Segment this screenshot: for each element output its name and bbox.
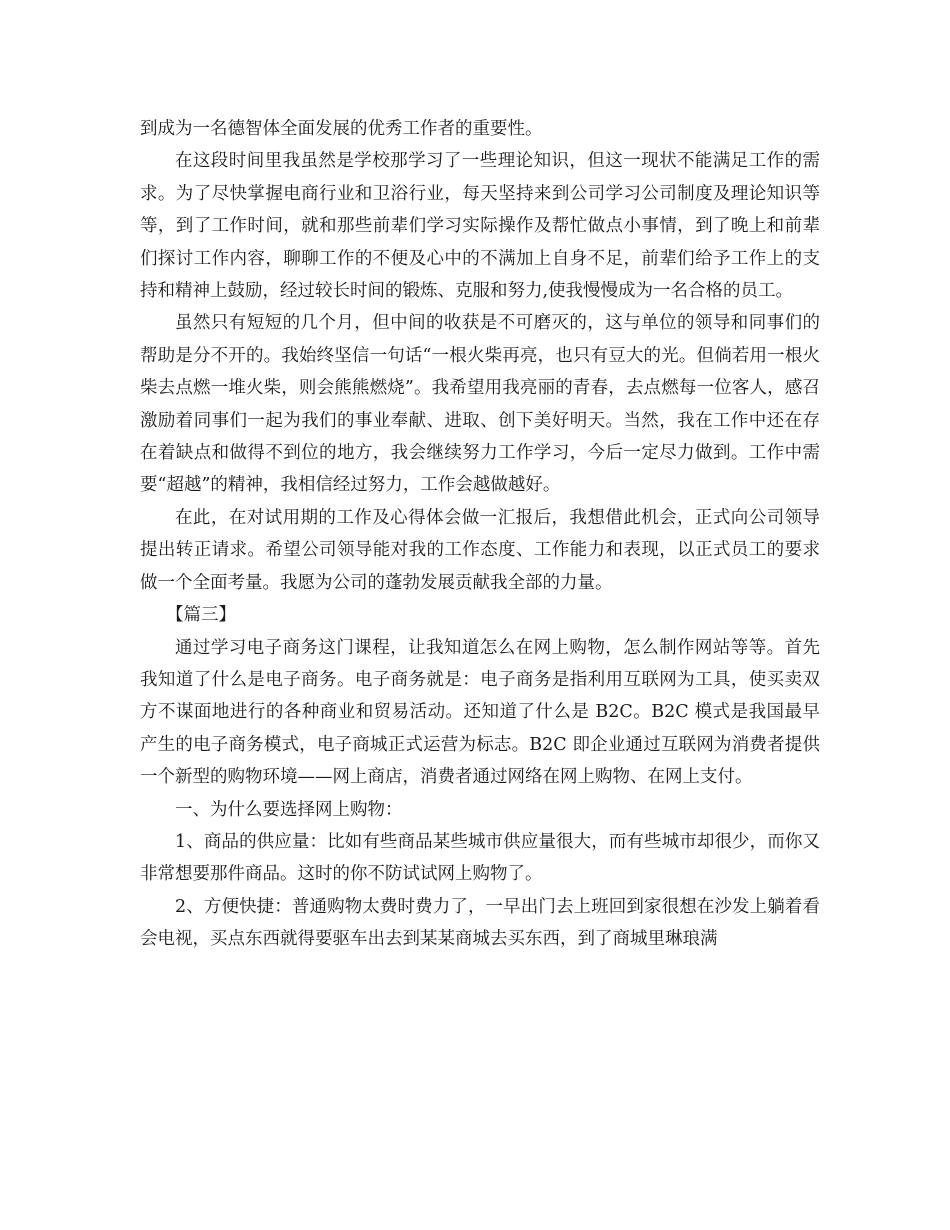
paragraph: 通过学习电子商务这门课程，让我知道怎么在网上购物，怎么制作网站等等。首先我知道了什么是电子商务。电子商务就是：电子商务是指利用互联网为工具，使买卖双方不谋面地进行的各种商业和贸易活动。还知道了什么是 B2C。B2C 模式是我国最早产生的电子商务模式，电子商城正式运营为标志。B2C 即企业通过互联网为消费者提供一个新型的购物环境——网上商店，消费者通过网络在网上购物、在网上支付。 xyxy=(140,637,820,788)
paragraph: 一、为什么要选择网上购物： xyxy=(175,799,403,820)
paragraph: 到成为一名德智体全面发展的优秀工作者的重要性。 xyxy=(140,119,543,139)
section-heading: 【篇三】 xyxy=(166,605,236,626)
paragraph: 在这段时间里我虽然是学校那学习了一些理论知识，但这一现状不能满足工作的需求。为了尽快掌握电商行业和卫浴行业，每天坚持来到公司学习公司制度及理论知识等等，到了工作时间，就和那些前辈们学习实际操作及帮忙做点小事情，到了晚上和前辈们探讨工作内容，聊聊工作的不便及心中的不满加上自身不足，前辈们给予工作上的支持和精神上鼓励，经过较长时间的锻炼、克服和努力,使我慢慢成为一名合格的员工。 xyxy=(140,151,820,302)
paragraph: 2、方便快捷：普通购物太费时费力了，一早出门去上班回到家很想在沙发上躺着看会电视，买点东西就得要驱车出去到某某商城去买东西，到了商城里琳琅满 xyxy=(140,896,820,950)
paragraph: 1、商品的供应量：比如有些商品某些城市供应量很大，而有些城市却很少，而你又非常想要那件商品。这时的你不防试试网上购物了。 xyxy=(140,831,820,885)
document-body xyxy=(140,113,820,956)
paragraph: 虽然只有短短的几个月，但中间的收获是不可磨灭的，这与单位的领导和同事们的帮助是分不开的。我始终坚信一句话“一根火柴再亮，也只有豆大的光。但倘若用一根火柴去点燃一堆火柴，则会熊熊燃烧”。我希望用我亮丽的青春，去点燃每一位客人，感召激励着同事们一起为我们的事业奉献、进取、创下美好明天。当然，我在工作中还在存在着缺点和做得不到位的地方，我会继续努力工作学习，今后一定尽力做到。工作中需要“超越”的精神，我相信经过努力，工作会越做越好。 xyxy=(140,313,820,496)
paragraph: 在此，在对试用期的工作及心得体会做一汇报后，我想借此机会，正式向公司领导提出转正请求。希望公司领导能对我的工作态度、工作能力和表现，以正式员工的要求做一个全面考量。我愿为公司的蓬勃发展贡献我全部的力量。 xyxy=(140,507,820,593)
